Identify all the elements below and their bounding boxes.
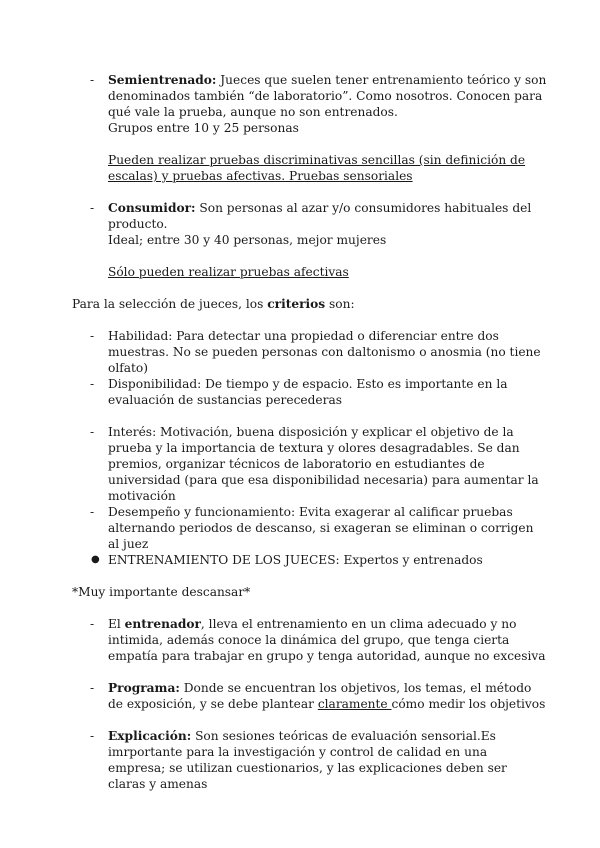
- list-dash: -: [90, 681, 95, 695]
- trainer-item: [108, 616, 548, 664]
- list-dash: -: [90, 377, 95, 391]
- consumidor-label: Consumidor:: [108, 201, 196, 215]
- explanation-text: Son sesiones teóricas de evaluación sensorial.Es imrportante para la investigación y control de calidad en una empresa; se utilizan cuestionarios, y las explicaciones deben ser claras y amenas: [108, 729, 507, 791]
- program-underlined: claramente: [317, 697, 392, 711]
- bullet-icon: ●: [91, 554, 100, 565]
- semientrenado-group: Grupos entre 10 y 25 personas: [108, 121, 299, 135]
- semientrenado-note: Pueden realizar pruebas discriminativas sencillas (sin definición de escalas) y pruebas afectivas. Pruebas sensoriales: [108, 153, 526, 183]
- program-item: [108, 680, 548, 712]
- criteria-intro-after: son:: [325, 297, 355, 311]
- trainer-text: , lleva el entrenamiento en un clima adecuado y no intimida, además conoce la dinámica del grupo, que tenga cierta empatía para trabajar en grupo y tenga autoridad, aunque no excesiva: [108, 617, 546, 663]
- consumidor-note: Sólo pueden realizar pruebas afectivas: [108, 265, 349, 279]
- program-text-end: cómo medir los objetivos: [391, 697, 546, 711]
- criteria-intro-before: Para la selección de jueces, los: [72, 297, 268, 311]
- semientrenado-text: Jueces que suelen tener entrenamiento teórico y son denominados también “de laboratorio”. Como nosotros. Conocen para qué vale la prueba, aunque no son entrenados.: [108, 73, 547, 119]
- rest-note: *Muy importante descansar*: [72, 585, 251, 599]
- list-dash: -: [90, 329, 95, 343]
- trainer-before: El: [108, 617, 125, 631]
- consumidor-ideal: Ideal; entre 30 y 40 personas, mejor mujeres: [108, 233, 387, 247]
- trainer-bold: entrenador: [124, 617, 201, 631]
- semientrenado-item: [108, 72, 548, 120]
- explanation-item: [108, 728, 548, 792]
- explanation-label: Explicación:: [108, 729, 192, 743]
- list-dash: -: [90, 73, 95, 87]
- criteria-item: Disponibilidad: De tiempo y de espacio. Esto es importante en la evaluación de sustancias perecederas: [108, 377, 508, 407]
- list-dash: -: [90, 505, 95, 519]
- training-heading: ENTRENAMIENTO DE LOS JUECES: Expertos y entrenados: [108, 553, 483, 567]
- semientrenado-label: Semientrenado:: [108, 73, 217, 87]
- consumidor-item: [108, 200, 548, 232]
- consumidor-text: Son personas al azar y/o consumidores habituales del producto.: [108, 201, 532, 231]
- list-dash: -: [90, 729, 95, 743]
- list-dash: -: [90, 617, 95, 631]
- list-dash: -: [90, 201, 95, 215]
- criteria-intro-bold: criterios: [267, 297, 326, 311]
- program-text: Donde se encuentran los objetivos, los temas, el método de exposición, y se debe plantear: [108, 681, 532, 711]
- program-label: Programa:: [108, 681, 180, 695]
- criteria-item: Interés: Motivación, buena disposición y explicar el objetivo de la prueba y la importancia de textura y olores desagradables. Se dan premios, organizar técnicos de laboratorio en estudiantes de universidad (para que esa disponibilidad necesaria) para aumentar la motivación: [108, 425, 539, 503]
- criteria-item: Desempeño y funcionamiento: Evita exagerar al calificar pruebas alternando periodos de descanso, si exageran se eliminan o corrigen al juez: [108, 505, 534, 551]
- criteria-intro: [72, 296, 355, 312]
- list-dash: -: [90, 425, 95, 439]
- criteria-item: Habilidad: Para detectar una propiedad o diferenciar entre dos muestras. No se pueden personas con daltonismo o anosmia (no tiene olfato): [108, 329, 541, 375]
